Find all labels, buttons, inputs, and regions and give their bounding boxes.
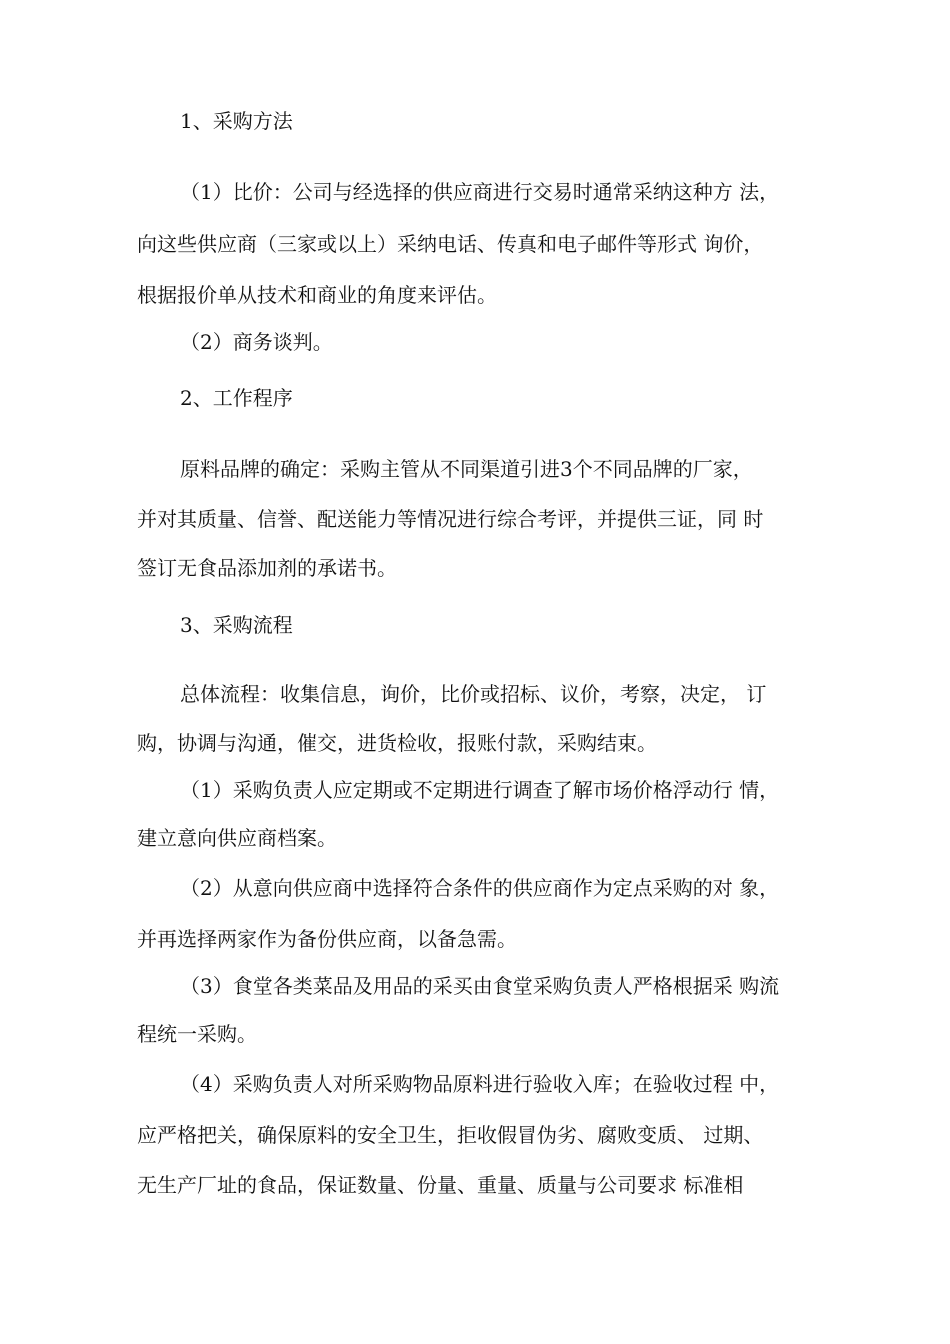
section-heading-3: 3、采购流程 [180,613,293,637]
section-heading-1: 1、采购方法 [180,109,293,133]
paragraph-line: 根据报价单从技术和商业的角度来评估。 [137,283,497,307]
paragraph-line: 向这些供应商（三家或以上）采纳电话、传真和电子邮件等形式 询价， [137,232,764,256]
paragraph-line: （1）采购负责人应定期或不定期进行调查了解市场价格浮动行 情， [180,778,780,802]
paragraph-line: （1）比价：公司与经选择的供应商进行交易时通常采纳这种方 法， [180,180,780,204]
paragraph-line: 应严格把关，确保原料的安全卫生，拒收假冒伪劣、腐败变质、 过期、 [137,1123,764,1147]
paragraph-line: 程统一采购。 [137,1022,257,1046]
paragraph-line: 购，协调与沟通，催交，进货检收，报账付款，采购结束。 [137,731,657,755]
paragraph-line: （2）从意向供应商中选择符合条件的供应商作为定点采购的对 象， [180,876,780,900]
paragraph-line: （3）食堂各类菜品及用品的采买由食堂采购负责人严格根据采 购流 [180,974,780,998]
paragraph-line: 并对其质量、信誉、配送能力等情况进行综合考评，并提供三证，同 时 [137,507,764,531]
section-heading-2: 2、工作程序 [180,386,293,410]
paragraph-line: 无生产厂址的食品，保证数量、份量、重量、质量与公司要求 标准相 [137,1173,744,1197]
paragraph-line: 总体流程：收集信息，询价，比价或招标、议价，考察，决定， 订 [180,682,767,706]
paragraph-line: 原料品牌的确定：采购主管从不同渠道引进3个不同品牌的厂家， [180,457,753,481]
paragraph-line: （2）商务谈判。 [180,330,333,354]
paragraph-line: 建立意向供应商档案。 [137,826,337,850]
paragraph-line: 签订无食品添加剂的承诺书。 [137,556,397,580]
paragraph-line: 并再选择两家作为备份供应商，以备急需。 [137,927,517,951]
paragraph-line: （4）采购负责人对所采购物品原料进行验收入库；在验收过程 中， [180,1072,780,1096]
